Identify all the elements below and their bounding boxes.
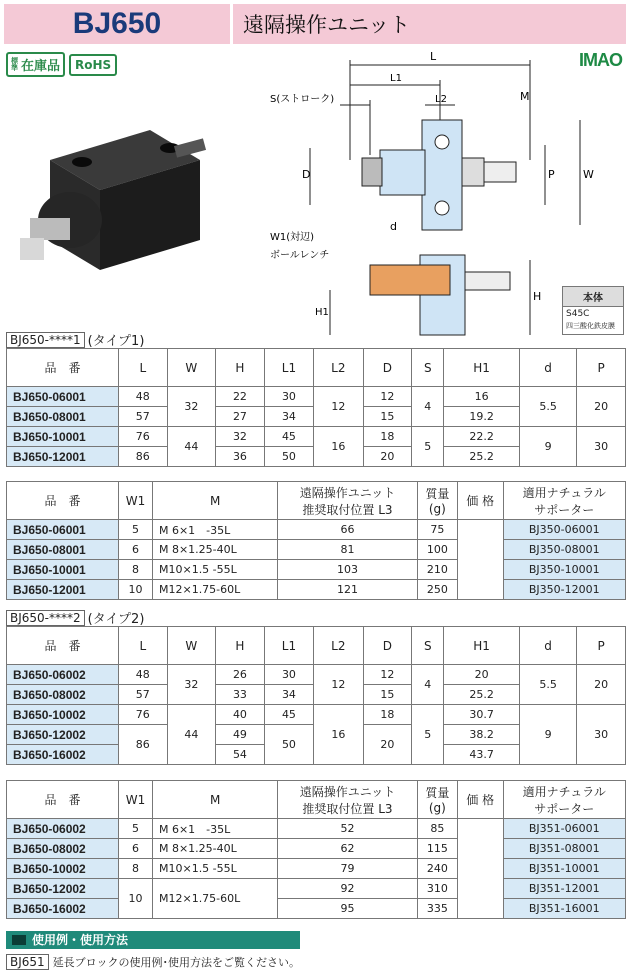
- column-header: 遠隔操作ユニット 推奨取付位置 L3: [278, 482, 417, 520]
- dim-P: P: [548, 168, 555, 181]
- table-cell: 50: [264, 725, 313, 765]
- dim-S: S(ストローク): [270, 94, 335, 105]
- table-cell: BJ650-12001: [7, 447, 119, 467]
- table-cell: 32: [167, 665, 216, 705]
- header-row: [7, 482, 626, 520]
- column-header: W1: [119, 781, 153, 819]
- table-cell: 75: [417, 520, 457, 540]
- table-cell: 4: [412, 387, 444, 427]
- table-cell: 86: [119, 725, 168, 765]
- table-cell: BJ350-06001: [503, 520, 626, 540]
- table-cell: 5: [119, 819, 153, 839]
- table-cell: 76: [119, 427, 168, 447]
- table-cell: 5: [412, 427, 444, 467]
- header-row: [7, 627, 626, 665]
- table-cell: 52: [278, 819, 417, 839]
- table-cell: 5: [412, 705, 444, 765]
- table-cell: 26: [216, 665, 265, 685]
- table-cell: [457, 520, 503, 600]
- table-cell: 81: [278, 540, 417, 560]
- title-bar: [4, 4, 626, 44]
- table-cell: BJ350-10001: [503, 560, 626, 580]
- table-cell: 103: [278, 560, 417, 580]
- table-cell: 40: [216, 705, 265, 725]
- table-cell: BJ650-10002: [7, 859, 119, 879]
- column-header: L2: [314, 349, 363, 387]
- table-cell: 18: [363, 705, 412, 725]
- imao-logo: IMAO: [579, 50, 622, 70]
- column-header: 質量 (g): [417, 482, 457, 520]
- table-cell: BJ650-12002: [7, 725, 119, 745]
- column-header: P: [577, 349, 626, 387]
- column-header: W: [167, 349, 216, 387]
- table-cell: BJ351-06001: [503, 819, 626, 839]
- usage-bar: 使用例・使用方法: [6, 931, 300, 949]
- table-cell: 86: [119, 447, 168, 467]
- column-header: D: [363, 349, 412, 387]
- column-header: L1: [264, 349, 313, 387]
- table-cell: 12: [314, 665, 363, 705]
- header-row: [7, 781, 626, 819]
- table-cell: BJ650-16002: [7, 745, 119, 765]
- table-cell: 62: [278, 839, 417, 859]
- table-cell: 20: [577, 387, 626, 427]
- table-cell: 16: [314, 427, 363, 467]
- table-cell: BJ351-12001: [503, 879, 626, 899]
- column-header: M: [152, 482, 277, 520]
- column-header: d: [519, 627, 577, 665]
- table-cell: M 8×1.25-40L: [152, 540, 277, 560]
- column-header: 価 格: [457, 482, 503, 520]
- table-cell: 44: [167, 705, 216, 765]
- type2-code: BJ650-****2: [6, 610, 85, 626]
- type1-code: BJ650-****1: [6, 332, 85, 348]
- table-cell: 92: [278, 879, 417, 899]
- column-header: 品 番: [7, 482, 119, 520]
- table-cell: 12: [314, 387, 363, 427]
- table-cell: BJ650-06001: [7, 387, 119, 407]
- dim-L1: L1: [390, 73, 402, 84]
- note: [6, 954, 300, 970]
- product-name: 遠隔操作ユニット: [243, 13, 411, 37]
- table-cell: 15: [363, 407, 412, 427]
- table-cell: 25.2: [444, 447, 519, 467]
- product-code: BJ650: [72, 7, 162, 40]
- column-header: S: [412, 349, 444, 387]
- column-header: 適用ナチュラル サポーター: [503, 482, 626, 520]
- table-cell: 85: [417, 819, 457, 839]
- table-cell: 5: [119, 520, 153, 540]
- table-cell: BJ650-06002: [7, 819, 119, 839]
- table-cell: BJ650-08001: [7, 407, 119, 427]
- table-row: [7, 427, 626, 447]
- table-cell: 48: [119, 387, 168, 407]
- table-cell: 27: [216, 407, 265, 427]
- column-header: M: [152, 781, 277, 819]
- table-cell: 48: [119, 665, 168, 685]
- table-cell: BJ650-06001: [7, 520, 119, 540]
- table-cell: M10×1.5 -55L: [152, 859, 277, 879]
- dim-W: W: [583, 168, 594, 181]
- type1-text: (タイプ1): [87, 334, 145, 349]
- table-cell: BJ650-06002: [7, 665, 119, 685]
- table-row: [7, 520, 626, 540]
- table-cell: 15: [363, 685, 412, 705]
- header-row: [7, 349, 626, 387]
- column-header: H1: [444, 627, 519, 665]
- table-cell: 33: [216, 685, 265, 705]
- table-cell: 22: [216, 387, 265, 407]
- note-code: BJ651: [6, 954, 49, 970]
- table-cell: BJ650-10002: [7, 705, 119, 725]
- table-cell: 10: [119, 580, 153, 600]
- table-cell: 32: [216, 427, 265, 447]
- column-header: L: [119, 627, 168, 665]
- type2-spec-table: [6, 780, 626, 919]
- badges: [6, 52, 117, 77]
- table-row: [7, 819, 626, 839]
- table-cell: 115: [417, 839, 457, 859]
- column-header: L: [119, 349, 168, 387]
- table-row: [7, 560, 626, 580]
- table-row: [7, 839, 626, 859]
- table-cell: 45: [264, 705, 313, 725]
- table-cell: 20: [363, 447, 412, 467]
- column-header: H: [216, 627, 265, 665]
- table-cell: M 6×1 -35L: [152, 819, 277, 839]
- column-header: 質量 (g): [417, 781, 457, 819]
- table-cell: 49: [216, 725, 265, 745]
- table-cell: BJ650-08002: [7, 839, 119, 859]
- table-cell: 45: [264, 427, 313, 447]
- table-row: [7, 387, 626, 407]
- dim-d: d: [390, 220, 397, 233]
- stock-badge-label: 在庫品: [21, 59, 61, 74]
- column-header: W1: [119, 482, 153, 520]
- type2-text: (タイプ2): [87, 612, 145, 627]
- table-cell: BJ650-08001: [7, 540, 119, 560]
- table-cell: BJ650-08002: [7, 685, 119, 705]
- table-cell: BJ351-16001: [503, 899, 626, 919]
- type2-dimension-table: [6, 626, 626, 765]
- table-cell: 4: [412, 665, 444, 705]
- table-cell: 6: [119, 839, 153, 859]
- table-cell: M10×1.5 -55L: [152, 560, 277, 580]
- table-row: [7, 705, 626, 725]
- table-cell: 20: [444, 665, 519, 685]
- table-cell: 310: [417, 879, 457, 899]
- table-cell: 30: [264, 665, 313, 685]
- table-cell: 57: [119, 407, 168, 427]
- rohs-badge: RoHS: [69, 54, 117, 76]
- table-cell: 5.5: [519, 665, 577, 705]
- column-header: d: [519, 349, 577, 387]
- table-cell: 34: [264, 685, 313, 705]
- table-cell: 16: [444, 387, 519, 407]
- table-cell: BJ650-16002: [7, 899, 119, 919]
- table-cell: 22.2: [444, 427, 519, 447]
- table-cell: 43.7: [444, 745, 519, 765]
- column-header: 品 番: [7, 627, 119, 665]
- table-row: [7, 899, 626, 919]
- dim-H1: H1: [315, 307, 329, 318]
- table-cell: BJ351-10001: [503, 859, 626, 879]
- table-row: [7, 879, 626, 899]
- column-header: L2: [314, 627, 363, 665]
- table-cell: 9: [519, 427, 577, 467]
- stock-badge: [6, 52, 65, 77]
- table-cell: BJ650-12002: [7, 879, 119, 899]
- column-header: 品 番: [7, 349, 119, 387]
- table-cell: 32: [167, 387, 216, 427]
- table-cell: 121: [278, 580, 417, 600]
- column-header: 適用ナチュラル サポーター: [503, 781, 626, 819]
- table-cell: 34: [264, 407, 313, 427]
- stock-badge-small: 標準: [11, 56, 18, 72]
- table-cell: [457, 819, 503, 919]
- column-header: H: [216, 349, 265, 387]
- table-cell: 240: [417, 859, 457, 879]
- table-cell: M12×1.75-60L: [152, 580, 277, 600]
- type1-dimension-table: [6, 348, 626, 467]
- dim-M: M: [520, 90, 530, 103]
- table-cell: 16: [314, 705, 363, 765]
- table-cell: 10: [119, 879, 153, 919]
- table-cell: 30: [264, 387, 313, 407]
- column-header: 品 番: [7, 781, 119, 819]
- dim-L: L: [430, 50, 437, 63]
- material-value: S45C: [566, 309, 590, 319]
- table-cell: BJ650-12001: [7, 580, 119, 600]
- type2-label: [6, 608, 144, 627]
- table-cell: BJ650-10001: [7, 560, 119, 580]
- column-header: S: [412, 627, 444, 665]
- table-row: [7, 540, 626, 560]
- dim-D: D: [302, 168, 311, 181]
- table-cell: 210: [417, 560, 457, 580]
- table-cell: 8: [119, 859, 153, 879]
- table-cell: 36: [216, 447, 265, 467]
- column-header: 価 格: [457, 781, 503, 819]
- table-cell: 5.5: [519, 387, 577, 427]
- ball-wrench-label: ボールレンチ: [270, 250, 330, 261]
- table-cell: 38.2: [444, 725, 519, 745]
- table-cell: 335: [417, 899, 457, 919]
- table-cell: 12: [363, 665, 412, 685]
- table-cell: M12×1.75-60L: [152, 879, 277, 919]
- table-row: [7, 580, 626, 600]
- note-text: 延長ブロックの使用例･使用方法をご覧ください。: [52, 956, 300, 969]
- column-header: H1: [444, 349, 519, 387]
- table-cell: 30: [577, 427, 626, 467]
- table-cell: M 6×1 -35L: [152, 520, 277, 540]
- column-header: W: [167, 627, 216, 665]
- table-cell: 25.2: [444, 685, 519, 705]
- material-header: 本体: [563, 287, 623, 307]
- table-cell: 50: [264, 447, 313, 467]
- table-cell: 44: [167, 427, 216, 467]
- type1-label: [6, 330, 144, 349]
- table-cell: 19.2: [444, 407, 519, 427]
- material-treatment: 四三酸化鉄皮膜: [566, 322, 615, 330]
- table-cell: 8: [119, 560, 153, 580]
- table-cell: BJ350-08001: [503, 540, 626, 560]
- table-cell: 6: [119, 540, 153, 560]
- table-cell: 20: [577, 665, 626, 705]
- table-cell: 79: [278, 859, 417, 879]
- table-cell: 30: [577, 705, 626, 765]
- table-cell: 30.7: [444, 705, 519, 725]
- table-cell: 66: [278, 520, 417, 540]
- type1-spec-table: [6, 481, 626, 600]
- table-cell: 20: [363, 725, 412, 765]
- table-cell: M 8×1.25-40L: [152, 839, 277, 859]
- column-header: L1: [264, 627, 313, 665]
- table-cell: BJ351-08001: [503, 839, 626, 859]
- table-cell: 18: [363, 427, 412, 447]
- table-cell: BJ650-10001: [7, 427, 119, 447]
- dim-H: H: [533, 290, 542, 303]
- table-row: [7, 859, 626, 879]
- table-cell: 9: [519, 705, 577, 765]
- table-cell: 12: [363, 387, 412, 407]
- table-cell: 250: [417, 580, 457, 600]
- column-header: P: [577, 627, 626, 665]
- table-cell: 54: [216, 745, 265, 765]
- table-cell: 100: [417, 540, 457, 560]
- table-cell: 76: [119, 705, 168, 725]
- dim-L2: L2: [435, 94, 447, 105]
- product-photo: [20, 120, 240, 290]
- table-row: [7, 665, 626, 685]
- table-cell: BJ350-12001: [503, 580, 626, 600]
- material-box: [562, 286, 624, 335]
- table-cell: 95: [278, 899, 417, 919]
- column-header: 遠隔操作ユニット 推奨取付位置 L3: [278, 781, 417, 819]
- table-cell: 57: [119, 685, 168, 705]
- column-header: D: [363, 627, 412, 665]
- dim-W1: W1(対辺): [270, 232, 315, 243]
